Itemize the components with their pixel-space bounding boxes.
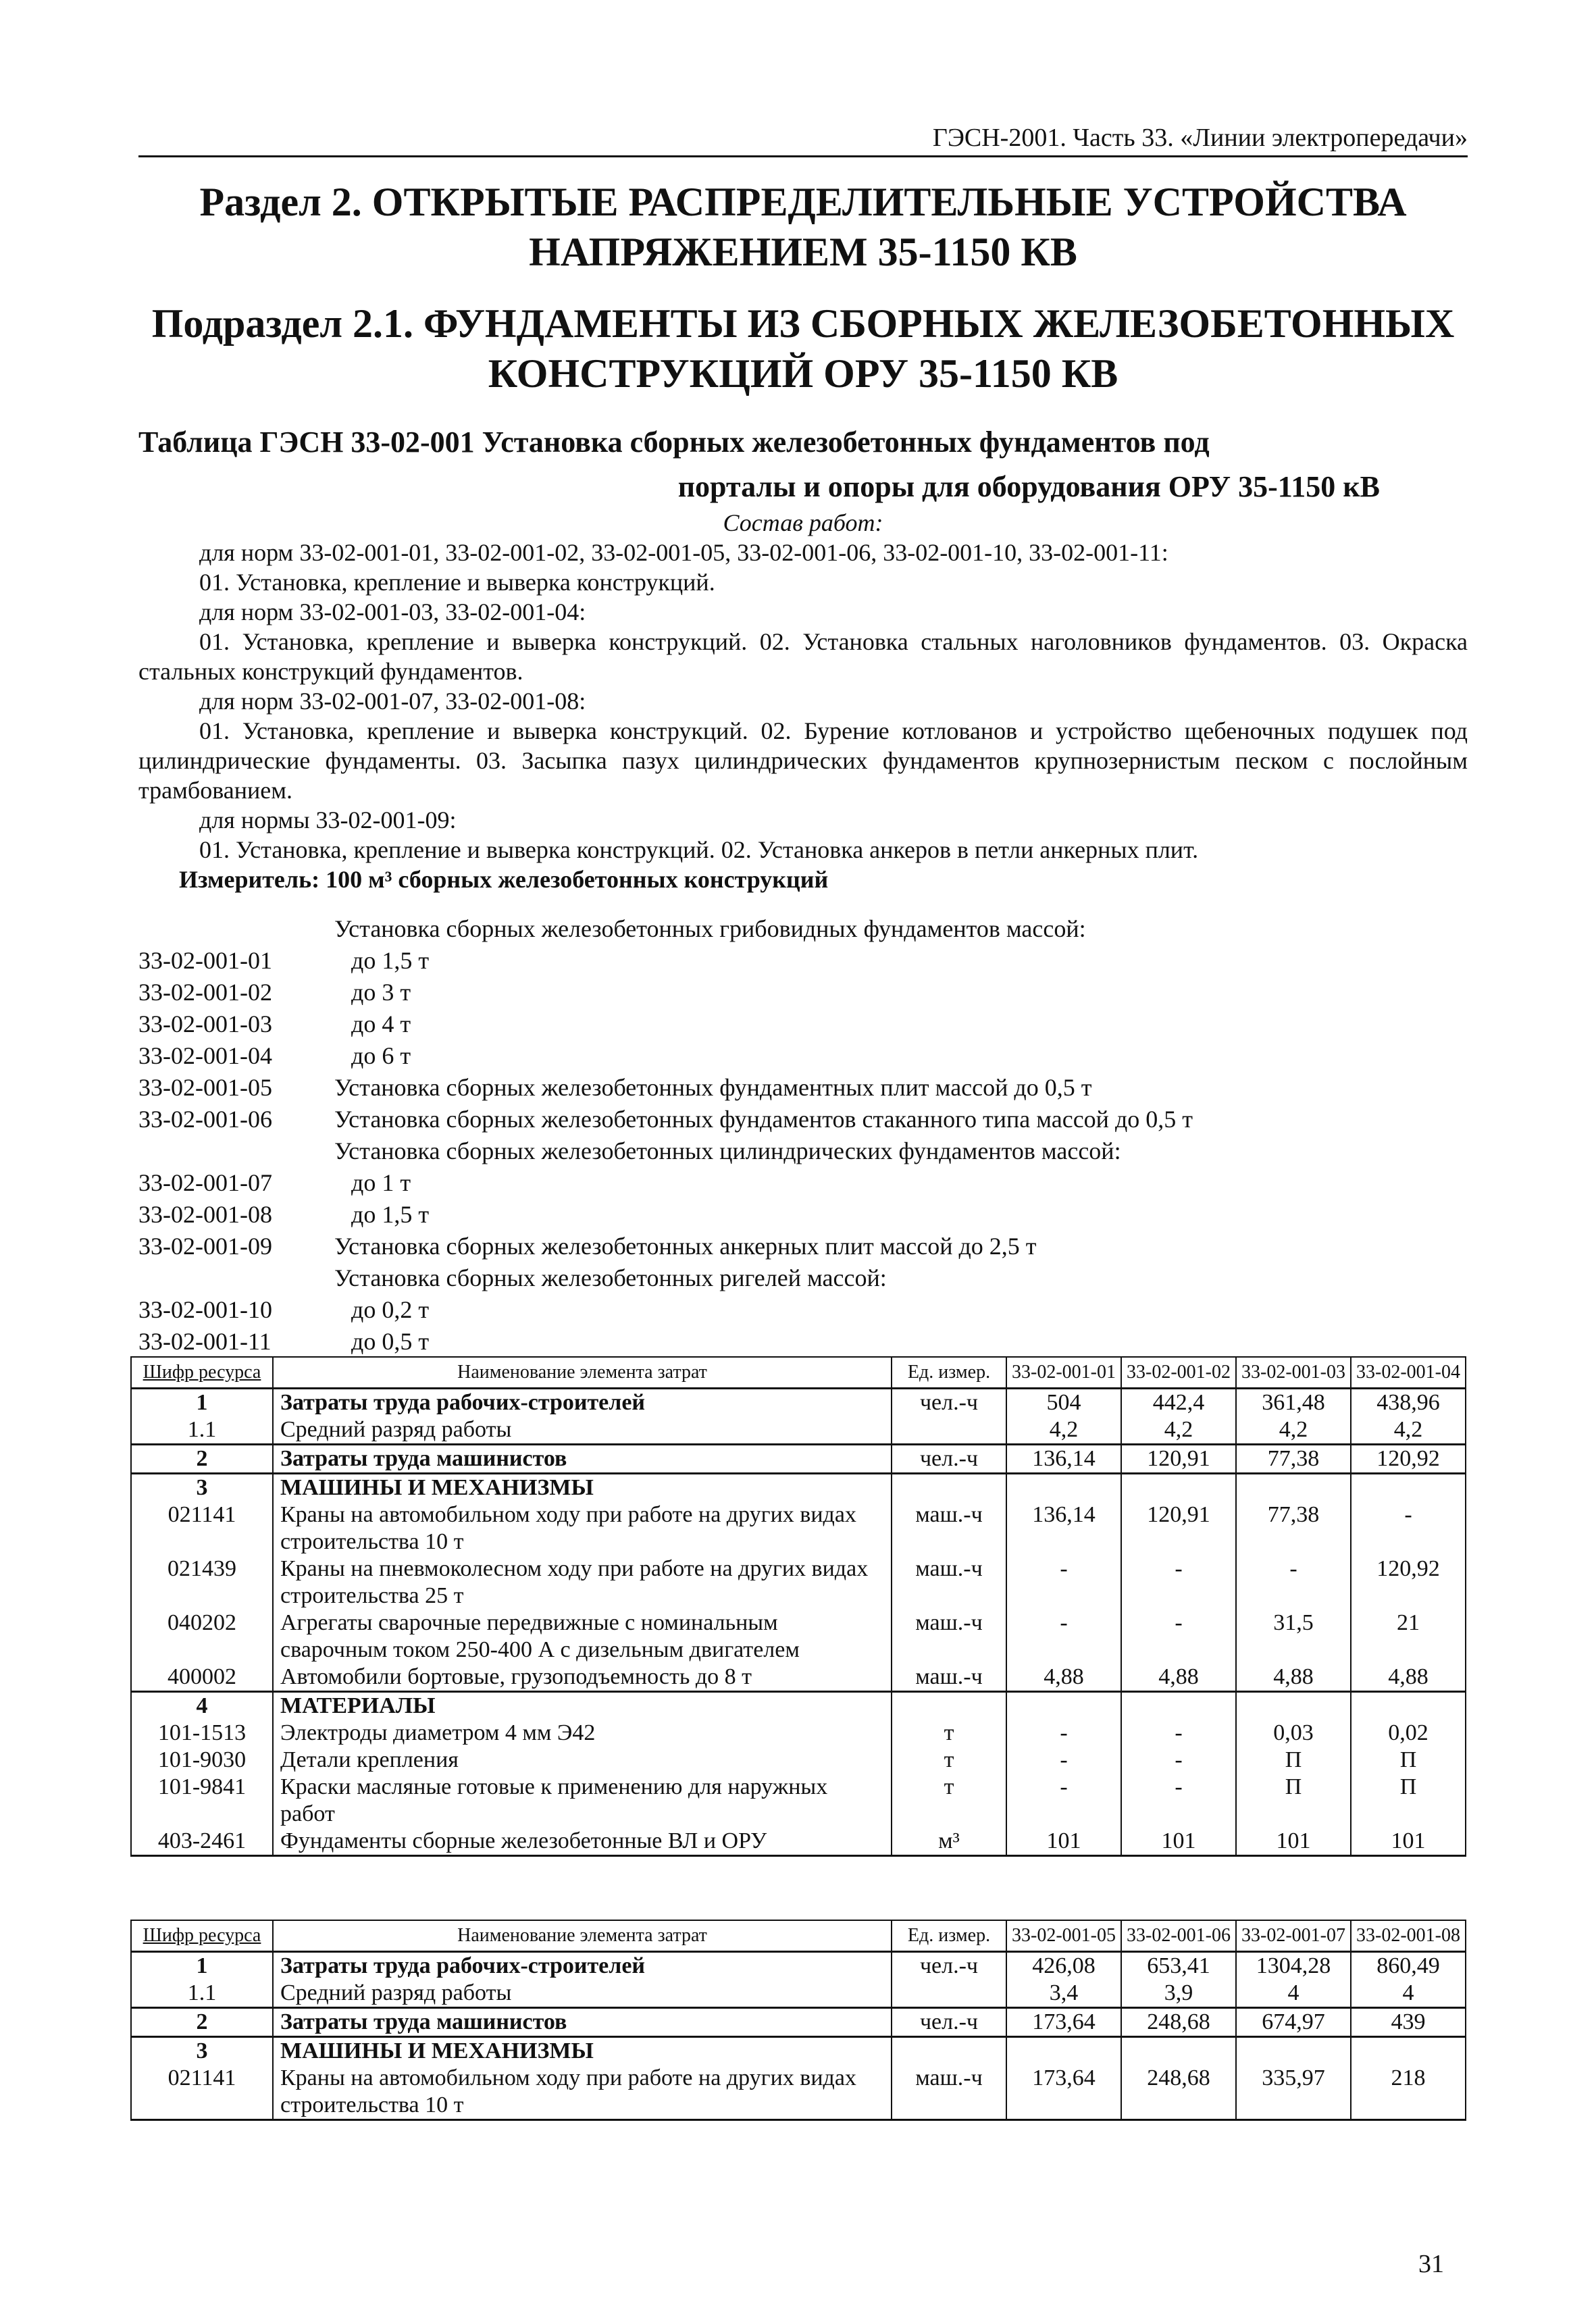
norm-item — [138, 1040, 1468, 1072]
norm-description: Установка сборных железобетонных фундаментов стаканного типа массой до 0,5 т — [334, 1106, 1193, 1133]
norm-code — [138, 1262, 334, 1294]
cost-element-cell: Краски масляные готовые к применению для наружных работ — [273, 1774, 892, 1828]
cost-element-cell: Краны на автомобильном ходу при работе на других видах строительства 10 т — [273, 1501, 892, 1555]
cost-element-cell: Агрегаты сварочные передвижные с номинальным сварочным током 250-400 А с дизельным двигателем — [273, 1610, 892, 1664]
norm-value-cell: 4,2 — [1351, 1416, 1466, 1445]
norm-code: 33-02-001-10 — [138, 1296, 272, 1323]
resource-code-cell: 021439 — [131, 1555, 273, 1610]
norm-description: до 3 т — [351, 979, 411, 1006]
norm-item — [138, 1135, 1468, 1167]
norm-description: Установка сборных железобетонных ригелей массой: — [334, 1264, 887, 1291]
norm-value-cell — [1236, 2037, 1351, 2065]
cost-element-cell: МАШИНЫ И МЕХАНИЗМЫ — [273, 2037, 892, 2065]
subsection-title-line2: КОНСТРУКЦИЙ ОРУ 35-1150 КВ — [488, 351, 1118, 396]
header-name: Наименование элемента затрат — [273, 1920, 892, 1952]
norm-value-cell: 674,97 — [1236, 2008, 1351, 2037]
resource-code-cell: 021141 — [131, 2065, 273, 2120]
norm-value-cell: 438,96 — [1351, 1389, 1466, 1417]
norms-group-b: для норм 33-02-001-03, 33-02-001-04: — [199, 598, 586, 625]
norm-item — [138, 1072, 1468, 1104]
norm-value-cell: 120,91 — [1121, 1501, 1236, 1555]
cost-element-cell: Затраты труда рабочих-строителей — [273, 1389, 892, 1417]
unit-cell: чел.-ч — [892, 2008, 1006, 2037]
cost-element-cell: Средний разряд работы — [273, 1416, 892, 1445]
cost-element-cell: Затраты труда машинистов — [273, 2008, 892, 2037]
unit-cell — [892, 1416, 1006, 1445]
norm-value-cell — [1006, 2037, 1121, 2065]
norms-list — [138, 913, 1468, 1358]
norms-group-a: для норм 33-02-001-01, 33-02-001-02, 33-02-001-05, 33-02-001-06, 33-02-001-10, 33-02-001-11: — [199, 539, 1168, 566]
norm-description: до 1,5 т — [351, 947, 430, 974]
norm-code: 33-02-001-03 — [138, 1010, 272, 1037]
header-unit: Ед. измер. — [892, 1920, 1006, 1952]
norm-value-cell: 218 — [1351, 2065, 1466, 2120]
subsection-title — [138, 299, 1468, 398]
norm-value-cell: 0,02 — [1351, 1720, 1466, 1747]
norm-value-cell: 136,14 — [1006, 1445, 1121, 1474]
norm-value-cell: П — [1351, 1774, 1466, 1828]
cost-element-cell: Электроды диаметром 4 мм Э42 — [273, 1720, 892, 1747]
norm-value-cell: 442,4 — [1121, 1389, 1236, 1417]
unit-cell: маш.-ч — [892, 1555, 1006, 1610]
resource-code-cell: 1 — [131, 1952, 273, 1980]
table-row — [131, 2008, 1466, 2037]
works-group-b: 01. Установка, крепление и выверка конструкций. 02. Установка стальных наголовников фундаментов. 03. Окраска стальных конструкций фундаментов. — [138, 628, 1468, 685]
norm-value-cell: 173,64 — [1006, 2008, 1121, 2037]
header-norm: 33-02-001-03 — [1236, 1357, 1351, 1389]
cost-table-2 — [130, 1920, 1466, 2121]
norm-code: 33-02-001-07 — [138, 1169, 272, 1196]
norm-value-cell: - — [1121, 1720, 1236, 1747]
work-composition — [138, 508, 1468, 894]
norm-value-cell — [1006, 1692, 1121, 1720]
page-number: 31 — [1418, 2250, 1444, 2278]
norm-value-cell: 120,91 — [1121, 1445, 1236, 1474]
norm-value-cell — [1236, 1474, 1351, 1502]
resource-code-cell: 1 — [131, 1389, 273, 1417]
cost-element-cell: Краны на пневмоколесном ходу при работе на других видах строительства 25 т — [273, 1555, 892, 1610]
norm-value-cell: 335,97 — [1236, 2065, 1351, 2120]
header-norm: 33-02-001-04 — [1351, 1357, 1466, 1389]
resource-code-cell: 2 — [131, 1445, 273, 1474]
unit-cell: т — [892, 1747, 1006, 1774]
header-norm: 33-02-001-07 — [1236, 1920, 1351, 1952]
table-row — [131, 1501, 1466, 1555]
work-composition-heading: Состав работ: — [723, 509, 883, 536]
norm-value-cell: - — [1006, 1720, 1121, 1747]
norm-code — [138, 913, 334, 945]
norm-value-cell: П — [1236, 1774, 1351, 1828]
resource-code-cell: 3 — [131, 1474, 273, 1502]
resource-code-cell: 040202 — [131, 1610, 273, 1664]
norm-value-cell — [1351, 1692, 1466, 1720]
norm-description: Установка сборных железобетонных цилиндрических фундаментов массой: — [334, 1137, 1121, 1164]
unit-cell — [892, 1692, 1006, 1720]
table-title-line2: порталы и опоры для оборудования ОРУ 35-1150 кВ — [677, 470, 1380, 503]
norm-item — [138, 1262, 1468, 1294]
norm-value-cell: 0,03 — [1236, 1720, 1351, 1747]
header-norm: 33-02-001-06 — [1121, 1920, 1236, 1952]
unit-cell: чел.-ч — [892, 1389, 1006, 1417]
header-norm: 33-02-001-02 — [1121, 1357, 1236, 1389]
norm-value-cell: 173,64 — [1006, 2065, 1121, 2120]
norm-value-cell: 4,2 — [1236, 1416, 1351, 1445]
section-title — [138, 177, 1468, 277]
norm-value-cell: - — [1006, 1610, 1121, 1664]
norm-value-cell: - — [1121, 1610, 1236, 1664]
norm-value-cell: - — [1121, 1747, 1236, 1774]
norm-value-cell: 4,88 — [1236, 1664, 1351, 1692]
norm-value-cell: - — [1351, 1501, 1466, 1555]
norm-value-cell: 4,88 — [1121, 1664, 1236, 1692]
table-row — [131, 1416, 1466, 1445]
header-norm: 33-02-001-01 — [1006, 1357, 1121, 1389]
norm-value-cell: 101 — [1236, 1828, 1351, 1856]
section-title-line1: Раздел 2. ОТКРЫТЫЕ РАСПРЕДЕЛИТЕЛЬНЫЕ УСТРОЙСТВА — [199, 180, 1407, 224]
unit-cell: маш.-ч — [892, 2065, 1006, 2120]
table-row — [131, 1445, 1466, 1474]
norm-value-cell: 101 — [1006, 1828, 1121, 1856]
unit-cell: т — [892, 1720, 1006, 1747]
norm-item — [138, 1008, 1468, 1040]
table-row — [131, 1720, 1466, 1747]
norm-value-cell: 4,88 — [1351, 1664, 1466, 1692]
norm-value-cell — [1121, 2037, 1236, 2065]
resource-code-cell: 400002 — [131, 1664, 273, 1692]
table-row — [131, 1952, 1466, 1980]
norm-value-cell: 4 — [1236, 1980, 1351, 2008]
header-code: Шифр ресурса — [131, 1920, 273, 1952]
unit-cell: чел.-ч — [892, 1952, 1006, 1980]
works-group-a: 01. Установка, крепление и выверка конструкций. — [199, 569, 715, 596]
cost-element-cell: Затраты труда машинистов — [273, 1445, 892, 1474]
norm-value-cell: 101 — [1121, 1828, 1236, 1856]
norm-value-cell: 136,14 — [1006, 1501, 1121, 1555]
table-row — [131, 2037, 1466, 2065]
norm-value-cell: - — [1236, 1555, 1351, 1610]
norm-value-cell: 4,2 — [1121, 1416, 1236, 1445]
measure-unit: Измеритель: 100 м³ сборных железобетонных конструкций — [179, 866, 829, 893]
norm-value-cell: 77,38 — [1236, 1445, 1351, 1474]
resource-code-cell: 2 — [131, 2008, 273, 2037]
table-header-row — [131, 1920, 1466, 1952]
norm-item — [138, 1231, 1468, 1262]
norm-item — [138, 945, 1468, 977]
cost-element-cell: Автомобили бортовые, грузоподъемность до 8 т — [273, 1664, 892, 1692]
unit-cell: маш.-ч — [892, 1501, 1006, 1555]
table-row — [131, 1389, 1466, 1417]
resource-code-cell: 1.1 — [131, 1980, 273, 2008]
unit-cell — [892, 1474, 1006, 1502]
norm-code: 33-02-001-09 — [138, 1233, 272, 1260]
norm-code: 33-02-001-08 — [138, 1201, 272, 1228]
table-row — [131, 1692, 1466, 1720]
cost-element-cell: Детали крепления — [273, 1747, 892, 1774]
norm-value-cell: 31,5 — [1236, 1610, 1351, 1664]
header-code: Шифр ресурса — [131, 1357, 273, 1389]
norm-description: до 0,5 т — [351, 1328, 430, 1355]
norm-value-cell: 4,88 — [1006, 1664, 1121, 1692]
unit-cell: м³ — [892, 1828, 1006, 1856]
resource-code-cell: 021141 — [131, 1501, 273, 1555]
norm-value-cell: 120,92 — [1351, 1555, 1466, 1610]
norm-description: до 0,2 т — [351, 1296, 430, 1323]
norm-value-cell: 653,41 — [1121, 1952, 1236, 1980]
norm-value-cell — [1351, 1474, 1466, 1502]
norm-value-cell: П — [1236, 1747, 1351, 1774]
norm-value-cell: 1304,28 — [1236, 1952, 1351, 1980]
subsection-title-line1: Подраздел 2.1. ФУНДАМЕНТЫ ИЗ СБОРНЫХ ЖЕЛЕЗОБЕТОННЫХ — [151, 301, 1455, 346]
norm-value-cell: 4,2 — [1006, 1416, 1121, 1445]
unit-cell — [892, 1980, 1006, 2008]
norm-value-cell — [1121, 1474, 1236, 1502]
resource-code-cell: 4 — [131, 1692, 273, 1720]
table-row — [131, 1828, 1466, 1856]
norm-code: 33-02-001-04 — [138, 1042, 272, 1069]
header-norm: 33-02-001-05 — [1006, 1920, 1121, 1952]
norm-item — [138, 1326, 1468, 1358]
norm-value-cell — [1121, 1692, 1236, 1720]
cost-element-cell: Затраты труда рабочих-строителей — [273, 1952, 892, 1980]
norm-value-cell: - — [1006, 1747, 1121, 1774]
norms-group-d: для нормы 33-02-001-09: — [199, 806, 457, 833]
table-row — [131, 1774, 1466, 1828]
norm-value-cell — [1351, 2037, 1466, 2065]
section-title-line2: НАПРЯЖЕНИЕМ 35-1150 КВ — [529, 230, 1077, 274]
norm-value-cell — [1236, 1692, 1351, 1720]
norm-value-cell: 120,92 — [1351, 1445, 1466, 1474]
norm-value-cell: 77,38 — [1236, 1501, 1351, 1555]
norm-value-cell: 248,68 — [1121, 2065, 1236, 2120]
norm-item — [138, 913, 1468, 945]
norm-description: до 4 т — [351, 1010, 411, 1037]
resource-code-cell: 101-9841 — [131, 1774, 273, 1828]
norm-item — [138, 977, 1468, 1008]
norm-code: 33-02-001-02 — [138, 979, 272, 1006]
norm-description: Установка сборных железобетонных грибовидных фундаментов массой: — [334, 915, 1086, 942]
table-row — [131, 1610, 1466, 1664]
cost-element-cell: МАШИНЫ И МЕХАНИЗМЫ — [273, 1474, 892, 1502]
norm-description: до 1,5 т — [351, 1201, 430, 1228]
works-group-c: 01. Установка, крепление и выверка конструкций. 02. Бурение котлованов и устройство щебеночных подушек под цилиндрические фундаменты. 03. Засыпка пазух цилиндрических фундаментов крупнозернистым песком с послойным трамбованием. — [138, 717, 1468, 804]
header-name: Наименование элемента затрат — [273, 1357, 892, 1389]
norm-description: Установка сборных железобетонных фундаментных плит массой до 0,5 т — [334, 1074, 1092, 1101]
norm-description: до 1 т — [351, 1169, 411, 1196]
norm-value-cell: - — [1121, 1774, 1236, 1828]
running-head: ГЭСН-2001. Часть 33. «Линии электропередачи» — [138, 123, 1468, 157]
norm-value-cell: 3,9 — [1121, 1980, 1236, 2008]
norm-value-cell: 4 — [1351, 1980, 1466, 2008]
unit-cell: маш.-ч — [892, 1664, 1006, 1692]
resource-code-cell: 403-2461 — [131, 1828, 273, 1856]
norm-item — [138, 1104, 1468, 1135]
norm-description: до 6 т — [351, 1042, 411, 1069]
norm-value-cell: 860,49 — [1351, 1952, 1466, 1980]
cost-element-cell: Краны на автомобильном ходу при работе на других видах строительства 10 т — [273, 2065, 892, 2120]
resource-code-cell: 3 — [131, 2037, 273, 2065]
unit-cell: т — [892, 1774, 1006, 1828]
norm-value-cell: 426,08 — [1006, 1952, 1121, 1980]
norm-value-cell: 361,48 — [1236, 1389, 1351, 1417]
table-row — [131, 1474, 1466, 1502]
norm-item — [138, 1199, 1468, 1231]
cost-table-1 — [130, 1356, 1466, 1857]
table-row — [131, 1980, 1466, 2008]
table-row — [131, 2065, 1466, 2120]
table-header-row — [131, 1357, 1466, 1389]
norm-value-cell: 248,68 — [1121, 2008, 1236, 2037]
cost-element-cell: Средний разряд работы — [273, 1980, 892, 2008]
norm-value-cell: 21 — [1351, 1610, 1466, 1664]
norm-value-cell: - — [1006, 1774, 1121, 1828]
norm-description: Установка сборных железобетонных анкерных плит массой до 2,5 т — [334, 1233, 1037, 1260]
table-title-line1: Таблица ГЭСН 33-02-001 Установка сборных железобетонных фундаментов под — [138, 426, 1210, 459]
table-title — [138, 420, 1468, 509]
works-group-d: 01. Установка, крепление и выверка конструкций. 02. Установка анкеров в петли анкерных плит. — [199, 836, 1199, 863]
norm-code: 33-02-001-05 — [138, 1074, 272, 1101]
norm-value-cell — [1006, 1474, 1121, 1502]
resource-code-cell: 1.1 — [131, 1416, 273, 1445]
header-unit: Ед. измер. — [892, 1357, 1006, 1389]
table-row — [131, 1747, 1466, 1774]
unit-cell — [892, 2037, 1006, 2065]
norm-item — [138, 1294, 1468, 1326]
resource-code-cell: 101-1513 — [131, 1720, 273, 1747]
norm-item — [138, 1167, 1468, 1199]
unit-cell: маш.-ч — [892, 1610, 1006, 1664]
table-row — [131, 1664, 1466, 1692]
norm-value-cell: 504 — [1006, 1389, 1121, 1417]
norm-code — [138, 1135, 334, 1167]
unit-cell: чел.-ч — [892, 1445, 1006, 1474]
table-row — [131, 1555, 1466, 1610]
norms-group-c: для норм 33-02-001-07, 33-02-001-08: — [199, 688, 586, 715]
cost-element-cell: МАТЕРИАЛЫ — [273, 1692, 892, 1720]
norm-value-cell: - — [1006, 1555, 1121, 1610]
norm-value-cell: 101 — [1351, 1828, 1466, 1856]
norm-value-cell: П — [1351, 1747, 1466, 1774]
norm-value-cell: 3,4 — [1006, 1980, 1121, 2008]
norm-value-cell: 439 — [1351, 2008, 1466, 2037]
resource-code-cell: 101-9030 — [131, 1747, 273, 1774]
norm-code: 33-02-001-11 — [138, 1328, 272, 1355]
norm-code: 33-02-001-01 — [138, 947, 272, 974]
header-norm: 33-02-001-08 — [1351, 1920, 1466, 1952]
cost-element-cell: Фундаменты сборные железобетонные ВЛ и ОРУ — [273, 1828, 892, 1856]
norm-value-cell: - — [1121, 1555, 1236, 1610]
norm-code: 33-02-001-06 — [138, 1106, 272, 1133]
